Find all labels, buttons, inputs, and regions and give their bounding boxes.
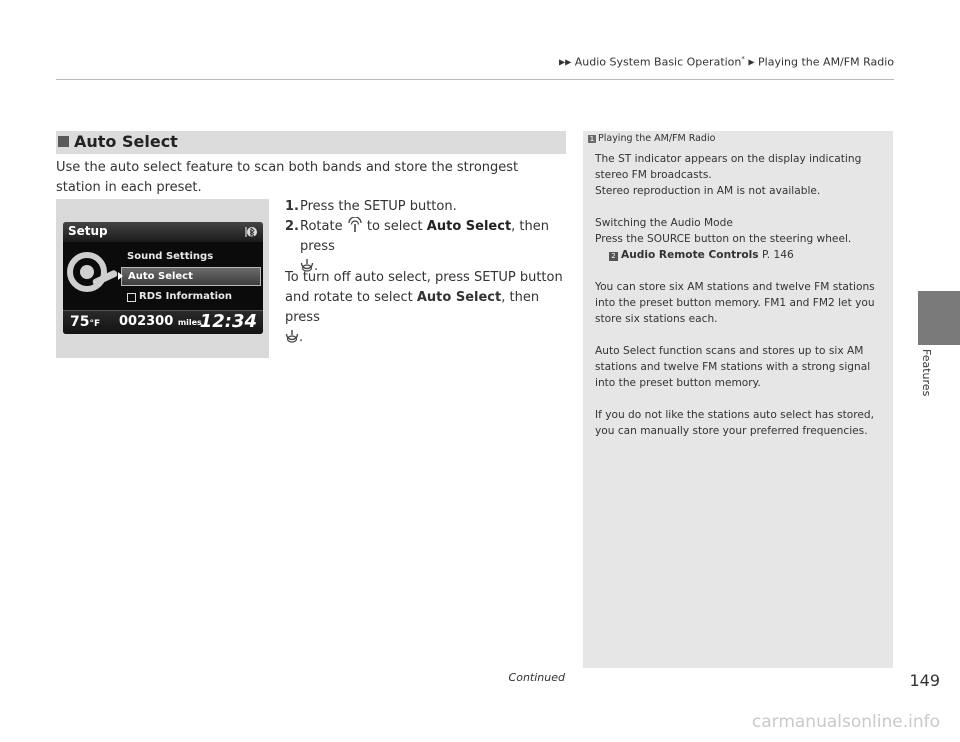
- step-1: 1. Press the SETUP button.: [285, 199, 457, 214]
- display-title: Setup: [68, 224, 108, 238]
- bluetooth-icon: [243, 225, 257, 239]
- reference-arrow-icon: 2: [609, 252, 618, 261]
- odometer-readout: 002300 miles: [119, 314, 202, 329]
- display-status-bar: [63, 310, 263, 334]
- press-knob-icon: [285, 330, 299, 344]
- clock-readout: 12:34: [199, 311, 257, 332]
- breadcrumb-item-am-fm-radio[interactable]: Playing the AM/FM Radio: [758, 55, 894, 69]
- display-screen: [63, 222, 263, 334]
- breadcrumb-arrow-icon: ▶: [748, 57, 755, 67]
- watermark: carmanualsonline.info: [751, 712, 940, 732]
- note-heading: 1 Playing the AM/FM Radio: [589, 133, 716, 144]
- note-paragraph: The ST indicator appears on the display indicating stereo FM broadcasts.: [595, 153, 862, 181]
- instruction-steps: [285, 197, 570, 277]
- wrench-settings-icon: [67, 250, 119, 302]
- note-paragraph: Auto Select function scans and stores up to six AM stations and twelve FM stations with a strong signal into the preset button memory.: [595, 345, 871, 389]
- breadcrumb-asterisk: *: [741, 55, 745, 63]
- menu-item-rds-information[interactable]: RDS Information: [121, 288, 261, 307]
- turn-off-instruction: To turn off auto select, press SETUP button and rotate to select Auto Select, then press .: [285, 270, 563, 345]
- step-2: 2. Rotate to select Auto Select, then press .: [285, 219, 550, 274]
- section-heading: [56, 131, 566, 154]
- note-paragraph: Press the SOURCE button on the steering wheel.: [595, 233, 852, 245]
- chapter-label: Features: [920, 349, 933, 397]
- breadcrumb-item-audio-system[interactable]: Audio System Basic Operation: [574, 55, 742, 69]
- page-number: 149: [909, 671, 940, 690]
- note-paragraph: If you do not like the stations auto select has stored, you can manually store your preferred frequencies.: [595, 409, 875, 437]
- header-divider: [56, 79, 894, 80]
- note-body: [595, 151, 885, 439]
- temperature-readout: 75°F: [70, 314, 101, 330]
- continued-label: Continued: [508, 671, 565, 684]
- breadcrumb: [300, 55, 894, 69]
- intro-text: Use the auto select feature to scan both bands and store the strongest station in each preset.: [56, 160, 519, 195]
- sidebar-note: [583, 131, 893, 668]
- note-paragraph: Stereo reproduction in AM is not available.: [595, 185, 821, 197]
- section-title: Auto Select: [74, 132, 178, 151]
- menu-item-sound-settings[interactable]: Sound Settings: [127, 251, 214, 262]
- cross-reference-link[interactable]: 2 Audio Remote Controls P. 146: [595, 247, 885, 263]
- selection-caret-icon: [118, 272, 123, 280]
- chapter-tab[interactable]: [918, 291, 960, 345]
- rotate-knob-icon: [347, 217, 363, 233]
- note-paragraph: You can store six AM stations and twelve FM stations into the preset button memory. FM1 and FM2 let you store six stations each.: [595, 281, 875, 325]
- display-illustration: [56, 199, 269, 358]
- note-marker-icon: 1: [589, 135, 595, 143]
- checkbox-icon: [127, 293, 136, 302]
- note-subheading: Switching the Audio Mode: [595, 217, 733, 229]
- menu-item-auto-select[interactable]: Auto Select: [121, 267, 261, 286]
- display-header: [63, 222, 263, 242]
- breadcrumb-arrow-icon: ▶▶: [558, 57, 572, 67]
- section-square-icon: [58, 136, 69, 147]
